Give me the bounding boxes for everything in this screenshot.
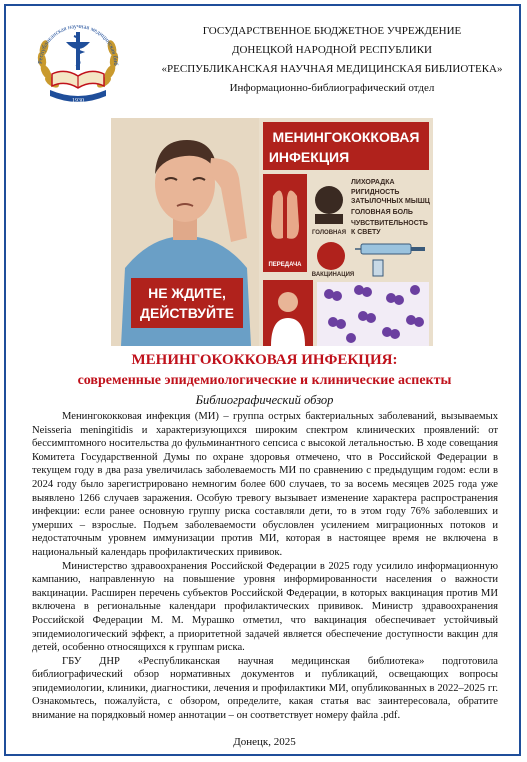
org-line-3: «РЕСПУБЛИКАНСКАЯ НАУЧНАЯ МЕДИЦИНСКАЯ БИБЛИОТЕКА» (161, 63, 503, 75)
org-line-2: ДОНЕЦКОЙ НАРОДНОЙ РЕСПУБЛИКИ (231, 44, 432, 56)
document-type: Библиографический обзор (195, 393, 334, 407)
header (6, 14, 523, 104)
poster-title-2: ИНФЕКЦИЯ (268, 149, 350, 165)
symptom-2: РИГИДНОСТЬ (351, 189, 400, 196)
document-page (4, 4, 521, 756)
label-transmission: ПЕРЕДАЧА (268, 262, 302, 268)
paragraph-1: Менингококковая инфекция (МИ) – группа острых бактериальных заболеваний, вызываемых Neisseria meningitidis и характеризующихся широким спектром клинических проявлений: от бессимптомного носительства до фульминантного сепсиса с высокой летальностью. В ходе совещания Комитета Государственной Думы по охране здоровья отмечено, что в Российской Федерации в текущем году в два раза увеличилась заболеваемость МИ по сравнению с предыдущим годом: если в 2024 году было зарегистрировано немногим более 600 случаев, то за восемь месяцев 2025 года уже выявлено 1266 случаев заражения. Особую тревогу вызывает изменение характера распространения инфекции: если ранее основную группу риска составляли дети, то в этом году 76% заболевших и умерших – взрослые. Подъем заболеваемости обусловлен усилением миграционных потоков и недостаточным уровнем иммунизации против МИ, которая в настоящее время не включена в национальный календарь профилактических прививок. (32, 411, 498, 558)
hero-poster-image (111, 118, 433, 346)
symptom-5: ЧУВСТВИТЕЛЬНОСТЬ (351, 220, 428, 227)
library-emblem-icon (30, 16, 126, 108)
org-line-4: Информационно-библиографический отдел (229, 82, 435, 94)
label-vaccination: ВАКЦИНАЦИЯ (311, 272, 355, 278)
symptom-6: К СВЕТУ (351, 229, 381, 236)
vial-icon (373, 260, 383, 276)
paragraph-2: Министерство здравоохранения Российской Федерации в 2025 году усилило информационную кампанию, направленную на повышение уровня информированности населения о важности вакцинации. Расширен перечень субъектов Российской Федерации, в которых вакцинация против МИ включена в региональные календари профилактических прививок. Министр здравоохранения Российской Федерации М. М. Мурашко отметил, что вакцинация обеспечивает устойчивый эпидемиологический эффект, а приоритетной задачей является обеспечение доступности вакцин для детей, особенно относящихся к группам риска. (32, 560, 498, 654)
bacteria-illustration (317, 282, 429, 346)
document-subtitle: современные эпидемиологические и клинические аспекты (77, 373, 452, 388)
symptom-1: ЛИХОРАДКА (351, 179, 395, 186)
org-line-1: ГОСУДАРСТВЕННОЕ БЮДЖЕТНОЕ УЧРЕЖДЕНИЕ (202, 25, 462, 37)
paragraph-3: ГБУ ДНР «Республиканская научная медицинская библиотека» подготовила библиографический обзор нормативных документов и публикаций, освещающих вопросы эпидемиологии, клиники, диагностики, лечения и профилактики МИ, опубликованных в 2022–2025 гг. Ознакомьтесь, пожалуйста, с обзором, определите, какая статья вас заинтересовала, обратите внимание на порядковый номер аннотации – он соответствует номеру файла .pdf. (32, 655, 498, 722)
library-logo (30, 16, 126, 108)
footer-place-year: Донецк, 2025 (233, 736, 296, 748)
slogan-line-1: НЕ ЖДИТЕ, (148, 285, 226, 301)
label-head: ГОЛОВНАЯ (311, 230, 347, 236)
organization-block (146, 22, 518, 98)
symptom-4: ГОЛОВНАЯ БОЛЬ (351, 209, 413, 216)
poster-title-1: МЕНИНГОКОККОВАЯ (272, 129, 420, 145)
symptom-3: ЗАТЫЛОЧНЫХ МЫШЦ (351, 198, 430, 205)
slogan-line-2: ДЕЙСТВУЙТЕ (140, 305, 234, 321)
svg-text:Республиканская научная медици (30, 16, 119, 65)
document-title: МЕНИНГОКОККОВАЯ ИНФЕКЦИЯ: (131, 352, 398, 368)
logo-year: 1930 (72, 98, 84, 104)
document-body (32, 410, 498, 723)
slogan-banner (131, 278, 243, 328)
logo-ring-text: Республиканская научная медицинская биб (36, 22, 120, 66)
